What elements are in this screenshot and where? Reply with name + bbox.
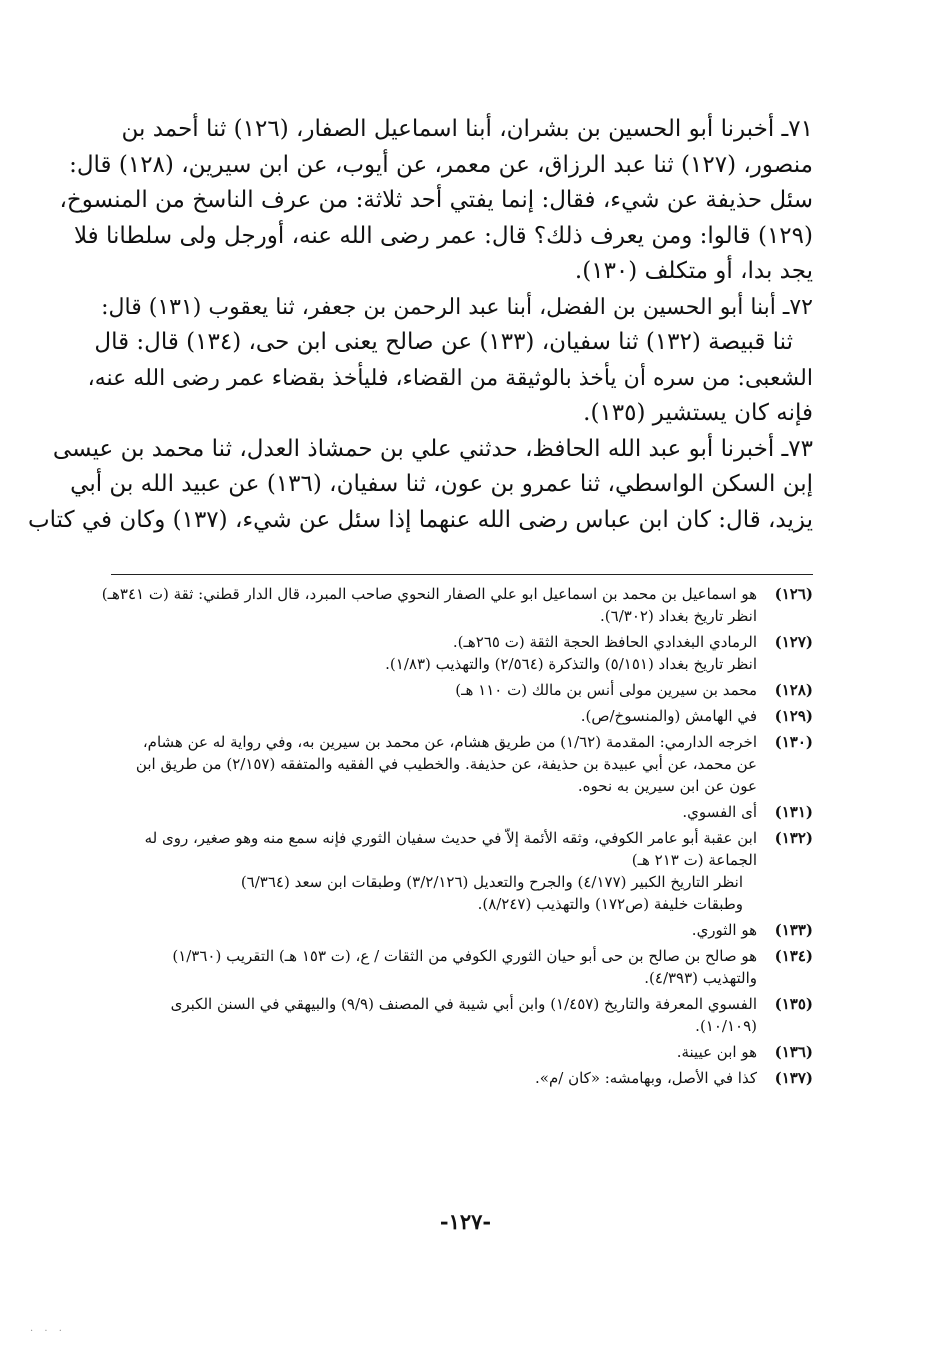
- footnote-number: (١٢٩): [774, 707, 813, 725]
- footnote-line: اخرجه الدارمي: المقدمة (١/٦٢) من طريق هشام، عن محمد بن سيرين به، وفي رواية له عن هشام،: [142, 733, 757, 751]
- footnote-line: كذا في الأصل، وبهامشه: «كان /م».: [535, 1069, 757, 1087]
- text-line: ٧٢ـ أبنا أبو الحسين بن الفضل، أبنا عبد الرحمن بن جعفر، ثنا يعقوب (١٣١) قال:: [101, 294, 813, 320]
- footnote: [130, 919, 813, 941]
- footnote-line: الرمادي البغدادي الحافظ الحجة الثقة (ت ٢٦٥هـ).: [452, 633, 757, 651]
- footnote-line: هو صالح بن صالح بن حى أبو حيان الثوري الكوفي من الثقات / ع، (ت ١٥٣ هـ) التقريب (١/٣٦٠): [172, 947, 757, 965]
- footnote-number: (١٢٧): [774, 633, 813, 651]
- footnote-body: [130, 705, 757, 727]
- scan-speck: · · ·: [30, 1326, 66, 1337]
- footnote-line: انظر التاريخ الكبير (٤/١٧٧) والجرح والتعديل (٣/٢/١٢٦) وطبقات ابن سعد (٦/٣٦٤): [240, 873, 743, 891]
- footnote-line: وطبقات خليفة (ص١٧٢) والتهذيب (٨/٢٤٧).: [477, 895, 743, 913]
- footnote-number: (١٣١): [774, 803, 813, 821]
- footnote-number: (١٣٠): [774, 733, 813, 751]
- footnote-line: هو ابن عيينة.: [676, 1043, 757, 1061]
- footnote-body: [130, 945, 757, 989]
- footnote-body: [130, 1041, 757, 1063]
- footnote: [130, 1067, 813, 1089]
- footnote-body: [130, 731, 757, 797]
- footnote-number: (١٣٢): [774, 829, 813, 847]
- footnote-separator: [111, 574, 813, 575]
- text-line: ٧٣ـ أخبرنا أبو عبد الله الحافظ، حدثني علي بن حمشاذ العدل، ثنا محمد بن عيسى: [52, 435, 813, 462]
- footnote-body: [130, 993, 757, 1037]
- footnote-line: هو اسماعيل بن محمد بن اسماعيل ابو علي الصفار النحوي صاحب المبرد، قال الدار قطني: ثقة (ت ٣٤١هـ): [101, 585, 757, 603]
- text-line: سئل حذيفة عن شيء، فقال: إنما يفتي أحد ثلاثة: من عرف الناسخ من المنسوخ،: [59, 187, 813, 213]
- footnote-number: (١٣٦): [774, 1043, 813, 1061]
- footnote-body: [130, 631, 757, 675]
- footnote-body: [130, 801, 757, 823]
- footnote: [130, 827, 813, 915]
- footnote: [130, 1041, 813, 1063]
- footnote-body: [130, 679, 757, 701]
- footnote-number: (١٢٦): [774, 585, 813, 603]
- footnote-line: أى الفسوي.: [682, 803, 757, 821]
- footnote-line: ابن عقبة أبو عامر الكوفي، وثقه الأئمة إلاّ في حديث سفيان الثوري فإنه سمع منه وهو صغير، روى له: [144, 829, 757, 847]
- footnote: [130, 731, 813, 797]
- footnote-line: هو الثوري.: [691, 921, 757, 939]
- page-number: -١٢٧-: [439, 1209, 492, 1234]
- footnote-line: محمد بن سيرين مولى أنس بن مالك (ت ١١٠ هـ): [455, 681, 757, 699]
- text-line: منصور، (١٢٧) ثنا عبد الرزاق، عن معمر، عن أيوب، عن ابن سيرين، (١٢٨) قال:: [69, 151, 813, 178]
- footnote: [101, 583, 813, 627]
- main-text: [28, 112, 813, 538]
- footnote-line: عون عن ابن سيرين به نحوه.: [577, 777, 757, 795]
- footnote-line: الفسوي المعرفة والتاريخ (١/٤٥٧) وابن أبي شيبة في المصنف (٩/٩) والبيهقي في السنن الكبرى: [170, 995, 757, 1013]
- footnote-number: (١٢٨): [774, 681, 813, 699]
- footnote: [130, 993, 813, 1037]
- text-line: ثنا قبيصة (١٣٢) ثنا سفيان، (١٣٣) عن صالح يعنى ابن حى، (١٣٤) قال: قال: [94, 329, 793, 355]
- footnotes: [101, 583, 813, 1093]
- text-line: الشعبى: من سره أن يأخذ بالوثيقة من القضاء، فليأخذ بقضاء عمر رضى الله عنه،: [87, 365, 813, 391]
- footnote-number: (١٣٥): [774, 995, 813, 1013]
- footnote-line: والتهذيب (٤/٣٩٣).: [644, 969, 757, 987]
- footnote-body: [130, 1067, 757, 1089]
- footnote: [130, 705, 813, 727]
- text-line: (١٢٩) قالوا: ومن يعرف ذلك؟ قال: عمر رضى الله عنه، أورجل ولى سلطانا فلا: [73, 222, 813, 249]
- text-line: ٧١ـ أخبرنا أبو الحسين بن بشران، أبنا اسماعيل الصفار، (١٢٦) ثنا أحمد بن: [121, 116, 813, 142]
- footnote-body: [130, 827, 757, 915]
- footnote-body: [102, 583, 757, 627]
- footnote-line: الجماعة (ت ٢١٣ هـ): [631, 851, 757, 869]
- text-line: فإنه كان يستشير (١٣٥).: [583, 400, 813, 426]
- footnote-line: (١٠/١٠٩).: [695, 1017, 757, 1035]
- text-line: إبن السكن الواسطي، ثنا عمرو بن عون، ثنا سفيان، (١٣٦) عن عبيد الله بن أبي: [70, 471, 813, 497]
- footnote: [130, 679, 813, 701]
- text-line: يجد بدا، أو متكلف (١٣٠).: [574, 258, 813, 284]
- footnote-body: [130, 919, 757, 941]
- footnote-line: في الهامش (والمنسوخ/ص).: [580, 707, 757, 725]
- footnote-number: (١٣٧): [774, 1069, 813, 1087]
- footnote-line: انظر تاريخ بغداد (٥/١٥١) والتذكرة (٢/٥٦٤) والتهذيب (١/٨٣).: [385, 655, 757, 673]
- footnote-number: (١٣٤): [774, 947, 813, 965]
- footnote: [130, 945, 813, 989]
- footnote: [130, 631, 813, 675]
- footnote-number: (١٣٣): [774, 921, 813, 939]
- footnote-line: عن محمد، عن أبي عبيدة بن حذيفة، عن حذيفة. والخطيب في الفقيه والمتفقه (٢/١٥٧) من طريق ابن: [135, 755, 757, 773]
- text-line: يزيد، قال: كان ابن عباس رضى الله عنهما إذا سئل عن شيء، (١٣٧) وكان في كتاب: [28, 506, 813, 533]
- footnote-line: انظر تاريخ بغداد (٦/٣٠٢).: [600, 607, 757, 625]
- footnote: [130, 801, 813, 823]
